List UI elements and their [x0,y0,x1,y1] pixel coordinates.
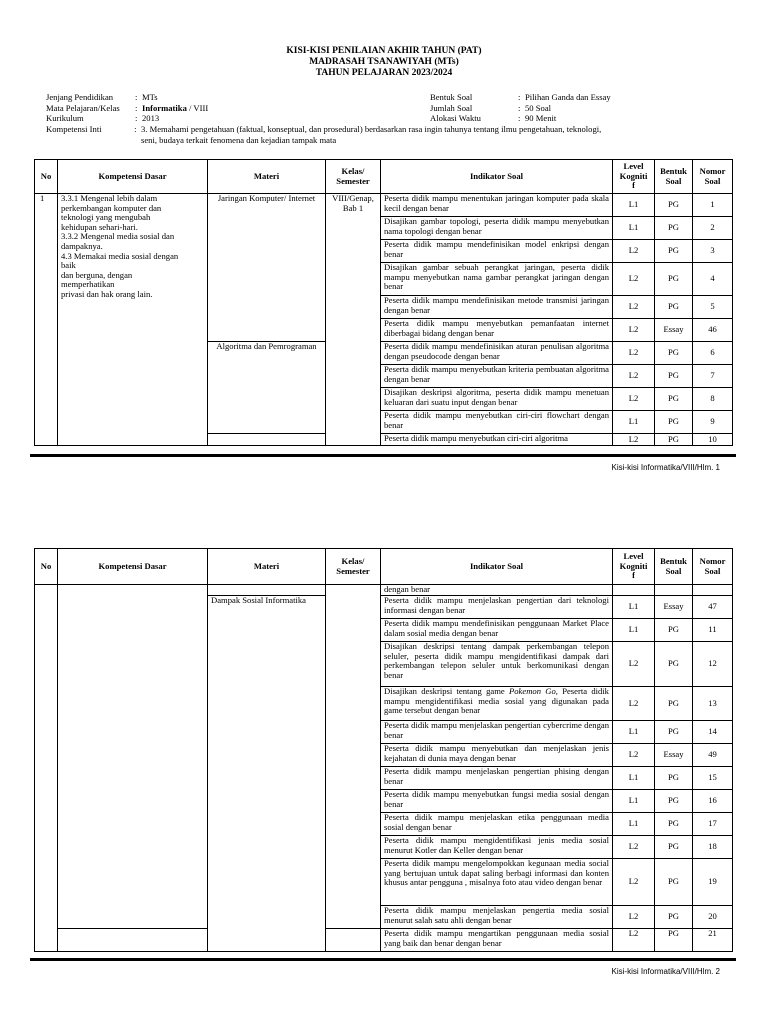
level-cell: L2 [613,642,655,687]
nomor-cell: 49 [693,744,733,767]
nomor-cell: 17 [693,813,733,836]
bentuk-cell: Essay [655,319,693,342]
nomor-cell: 11 [693,619,733,642]
level-cell: L2 [613,744,655,767]
bentuk-cell: PG [655,342,693,365]
level-cell: L2 [613,906,655,929]
table-row [35,929,733,952]
kisi-kisi-table-page-1 [34,159,733,446]
col-kompetensi-dasar: Kompetensi Dasar [58,160,208,194]
level-cell: L2 [613,859,655,906]
indikator-cell: Disajikan gambar sebuah perangkat jaringan, peserta didik mampu menyebutkan nama gambar perangkat jaringan dengan benar [381,263,613,296]
materi-jaringan: Jaringan Komputer/ Internet [208,194,326,342]
indikator-cell: Peserta didik mampu menyebutkan fungsi media sosial dengan benar [381,790,613,813]
kisi-kisi-table-page-2 [34,548,733,952]
col-indikator-soal: Indikator Soal [381,160,613,194]
bentuk-cell: PG [655,240,693,263]
materi-dampak-sosial: Dampak Sosial Informatika [208,596,326,952]
level-cell: L2 [613,929,655,952]
level-cell: L2 [613,365,655,388]
page-2-footer: Kisi-kisi Informatika/VIII/Hlm. 2 [611,967,720,976]
indikator-cell: Peserta didik mampu menyebutkan ciri-ciri algoritma [381,434,613,446]
bentuk-cell: PG [655,388,693,411]
nomor-cell: 7 [693,365,733,388]
level-cell: L2 [613,319,655,342]
indikator-cell: Peserta didik mampu mendefinisikan penggunaan Market Place dalam sosial media dengan benar [381,619,613,642]
page-1-footer: Kisi-kisi Informatika/VIII/Hlm. 1 [611,463,720,472]
nomor-cell: 10 [693,434,733,446]
bentuk-cell: PG [655,217,693,240]
level-cell: L1 [613,721,655,744]
nomor-cell: 5 [693,296,733,319]
col-level-kognitif: Level Kogniti f [613,160,655,194]
nomor-cell: 14 [693,721,733,744]
indikator-cell: Peserta didik mampu mengelompokkan kegunaan media social yang bertujuan untuk dapat saling berbagi informasi dan konten khusus antar pengguna , misalnya foto atau video dengan benar [381,859,613,906]
nomor-cell: 47 [693,596,733,619]
col-no: No [35,549,58,585]
bentuk-cell: PG [655,194,693,217]
level-cell: L1 [613,217,655,240]
nomor-cell: 3 [693,240,733,263]
level-cell: L2 [613,836,655,859]
col-kelas-semester: Kelas/ Semester [326,549,381,585]
col-nomor-soal: Nomor Soal [693,160,733,194]
indikator-cell: Peserta didik mampu menentukan jaringan komputer pada skala kecil dengan benar [381,194,613,217]
meta-right [430,92,690,124]
indikator-cell: Peserta didik mampu menyebutkan kriteria pembuatan algoritma dengan benar [381,365,613,388]
table-header-row [35,549,733,585]
indikator-cell: Peserta didik mampu mendefinisikan aturan penulisan algoritma dengan pseudocode dengan benar [381,342,613,365]
indikator-cell: Disajikan gambar topologi, peserta didik mampu menyebutkan nama topologi dengan benar [381,217,613,240]
bentuk-cell: Essay [655,744,693,767]
meta-jumlah-soal: Jumlah Soal : 50 Soal [430,102,552,113]
nomor-cell: 2 [693,217,733,240]
level-cell: L2 [613,240,655,263]
nomor-cell: 18 [693,836,733,859]
nomor-cell: 20 [693,906,733,929]
bentuk-cell: PG [655,929,693,952]
indikator-cell: Peserta didik mampu menjelaskan pengertian phising dengan benar [381,767,613,790]
indikator-cell: Peserta didik mampu menjelaskan pengertian dari teknologi informasi dengan benar [381,596,613,619]
meta-kompetensi-inti: Kompetensi Inti : 3. Memahami pengetahuan (faktual, konseptual, dan prosedural) berdasarkan rasa ingin tahunya tentang ilmu pengetahuan, teknologi, seni, budaya terkait fenomena dan kejadian tampak mata [46,123,602,145]
indikator-cell: Peserta didik mampu mengartikan penggunaan media sosial yang baik dan benar dengan benar [381,929,613,952]
bentuk-cell: PG [655,906,693,929]
bentuk-cell: PG [655,687,693,721]
nomor-cell: 21 [693,929,733,952]
indikator-cell: Peserta didik mampu mengidentifikasi jenis media sosial menurut Kotler dan Keller dengan benar [381,836,613,859]
bentuk-cell: Essay [655,596,693,619]
col-bentuk-soal: Bentuk Soal [655,160,693,194]
col-indikator-soal: Indikator Soal [381,549,613,585]
indikator-continuation: dengan benar [381,585,613,596]
level-cell: L2 [613,263,655,296]
level-cell: L2 [613,388,655,411]
indikator-cell: Peserta didik mampu menyebutkan ciri-ciri flowchart dengan benar [381,411,613,434]
bentuk-cell: PG [655,859,693,906]
level-cell: L1 [613,619,655,642]
bentuk-cell: PG [655,642,693,687]
nomor-cell: 19 [693,859,733,906]
meta-kurikulum: Kurikulum : 2013 [46,113,160,123]
level-cell: L2 [613,687,655,721]
meta-jenjang: Jenjang Pendidikan : MTs [46,92,158,102]
bentuk-cell: PG [655,813,693,836]
nomor-cell: 13 [693,687,733,721]
page-2-bottom-rule [30,958,736,961]
table-row [35,194,733,217]
row-number: 1 [35,194,58,446]
nomor-cell: 1 [693,194,733,217]
kelas-semester-cell: VIII/Genap, Bab 1 [326,194,381,446]
col-level-kognitif: Level Kogniti f [613,549,655,585]
col-no: No [35,160,58,194]
indikator-cell: Peserta didik mampu menjelaskan pengertia media sosial menurut salah satu ahli dengan benar [381,906,613,929]
nomor-cell: 9 [693,411,733,434]
materi-empty-cell [208,434,326,446]
bentuk-cell: PG [655,263,693,296]
nomor-cell: 8 [693,388,733,411]
indikator-cell: Peserta didik mampu menjelaskan etika penggunaan media sosial dengan benar [381,813,613,836]
nomor-cell: 15 [693,767,733,790]
title-line-3: TAHUN PELAJARAN 2023/2024 [315,68,453,78]
level-cell: L2 [613,342,655,365]
indikator-cell: Peserta didik mampu menyebutkan dan menjelaskan jenis kejahatan di dunia maya dengan benar [381,744,613,767]
materi-algoritma: Algoritma dan Pemrograman [208,342,326,434]
col-kelas-semester: Kelas/ Semester [326,160,381,194]
indikator-cell: Peserta didik mampu mendefinisikan model enkripsi dengan benar [381,240,613,263]
materi-empty-cell [208,585,326,596]
level-cell: L1 [613,813,655,836]
nomor-cell: 46 [693,319,733,342]
indikator-cell: Disajikan deskripsi tentang dampak perkembangan telepon seluler, peserta didik mampu mengidentifikasi dampak dari perkembangan telepon seluler untuk berkomunikasi dengan benar [381,642,613,687]
title-line-2: MADRASAH TSANAWIYAH (MTs) [309,57,459,67]
level-cell: L1 [613,194,655,217]
bentuk-cell: PG [655,296,693,319]
table-header-row [35,160,733,194]
level-cell: L1 [613,790,655,813]
nomor-cell: 12 [693,642,733,687]
nomor-cell: 4 [693,263,733,296]
bentuk-cell: PG [655,790,693,813]
bentuk-cell: PG [655,721,693,744]
table-row [35,585,733,596]
nomor-cell: 6 [693,342,733,365]
col-nomor-soal: Nomor Soal [693,549,733,585]
bentuk-cell: PG [655,411,693,434]
no-empty-cell [35,585,58,952]
meta-bentuk-soal: Bentuk Soal : Pilihan Ganda dan Essay [430,92,611,102]
col-bentuk-soal: Bentuk Soal [655,549,693,585]
indikator-cell: Disajikan deskripsi algoritma, peserta didik mampu menetuan keluaran dari suatu input dengan benar [381,388,613,411]
level-cell: L2 [613,434,655,446]
bentuk-cell: PG [655,836,693,859]
document-title [0,46,768,79]
col-materi: Materi [208,160,326,194]
kelas-empty-cell [326,929,381,952]
kelas-empty-cell [326,585,381,929]
nomor-cell: 16 [693,790,733,813]
level-cell: L1 [613,767,655,790]
col-materi: Materi [208,549,326,585]
col-kompetensi-dasar: Kompetensi Dasar [58,549,208,585]
indikator-cell: Peserta didik mampu mendefinisikan metode transmisi jaringan dengan benar [381,296,613,319]
meta-alokasi-waktu: Alokasi Waktu : 90 Menit [430,113,557,123]
level-cell: L1 [613,411,655,434]
kd-empty-cell [58,585,208,929]
indikator-cell: Disajikan deskripsi tentang game Pokemon Go, Peserta didik mampu mengidentifikasi media sosial yang digunakan pada game tersebut dengan benar [381,687,613,721]
title-line-1: KISI-KISI PENILAIAN AKHIR TAHUN (PAT) [286,46,482,56]
bentuk-cell: PG [655,619,693,642]
bentuk-cell: PG [655,434,693,446]
page-1-bottom-rule [30,454,736,457]
bentuk-cell: PG [655,767,693,790]
bentuk-cell: PG [655,365,693,388]
indikator-cell: Peserta didik mampu menyebutkan pemanfaatan internet diberbagai bidang dengan benar [381,319,613,342]
level-cell: L1 [613,596,655,619]
level-cell: L2 [613,296,655,319]
meta-mapel: Mata Pelajaran/Kelas : Informatika / VIII [46,102,209,113]
kd-empty-cell [58,929,208,952]
indikator-cell: Peserta didik mampu menjelaskan pengertian cybercrime dengan benar [381,721,613,744]
kompetensi-dasar-cell: 3.3.1 Mengenal lebih dalam perkembangan komputer dan teknologi yang mengubah kehidupan sehari-hari. 3.3.2 Mengenal media sosial dan dampaknya. 4.3 Memakai media sosial dengan baik dan berguna, dengan memperhatikan privasi dan hak orang lain. [58,194,208,446]
